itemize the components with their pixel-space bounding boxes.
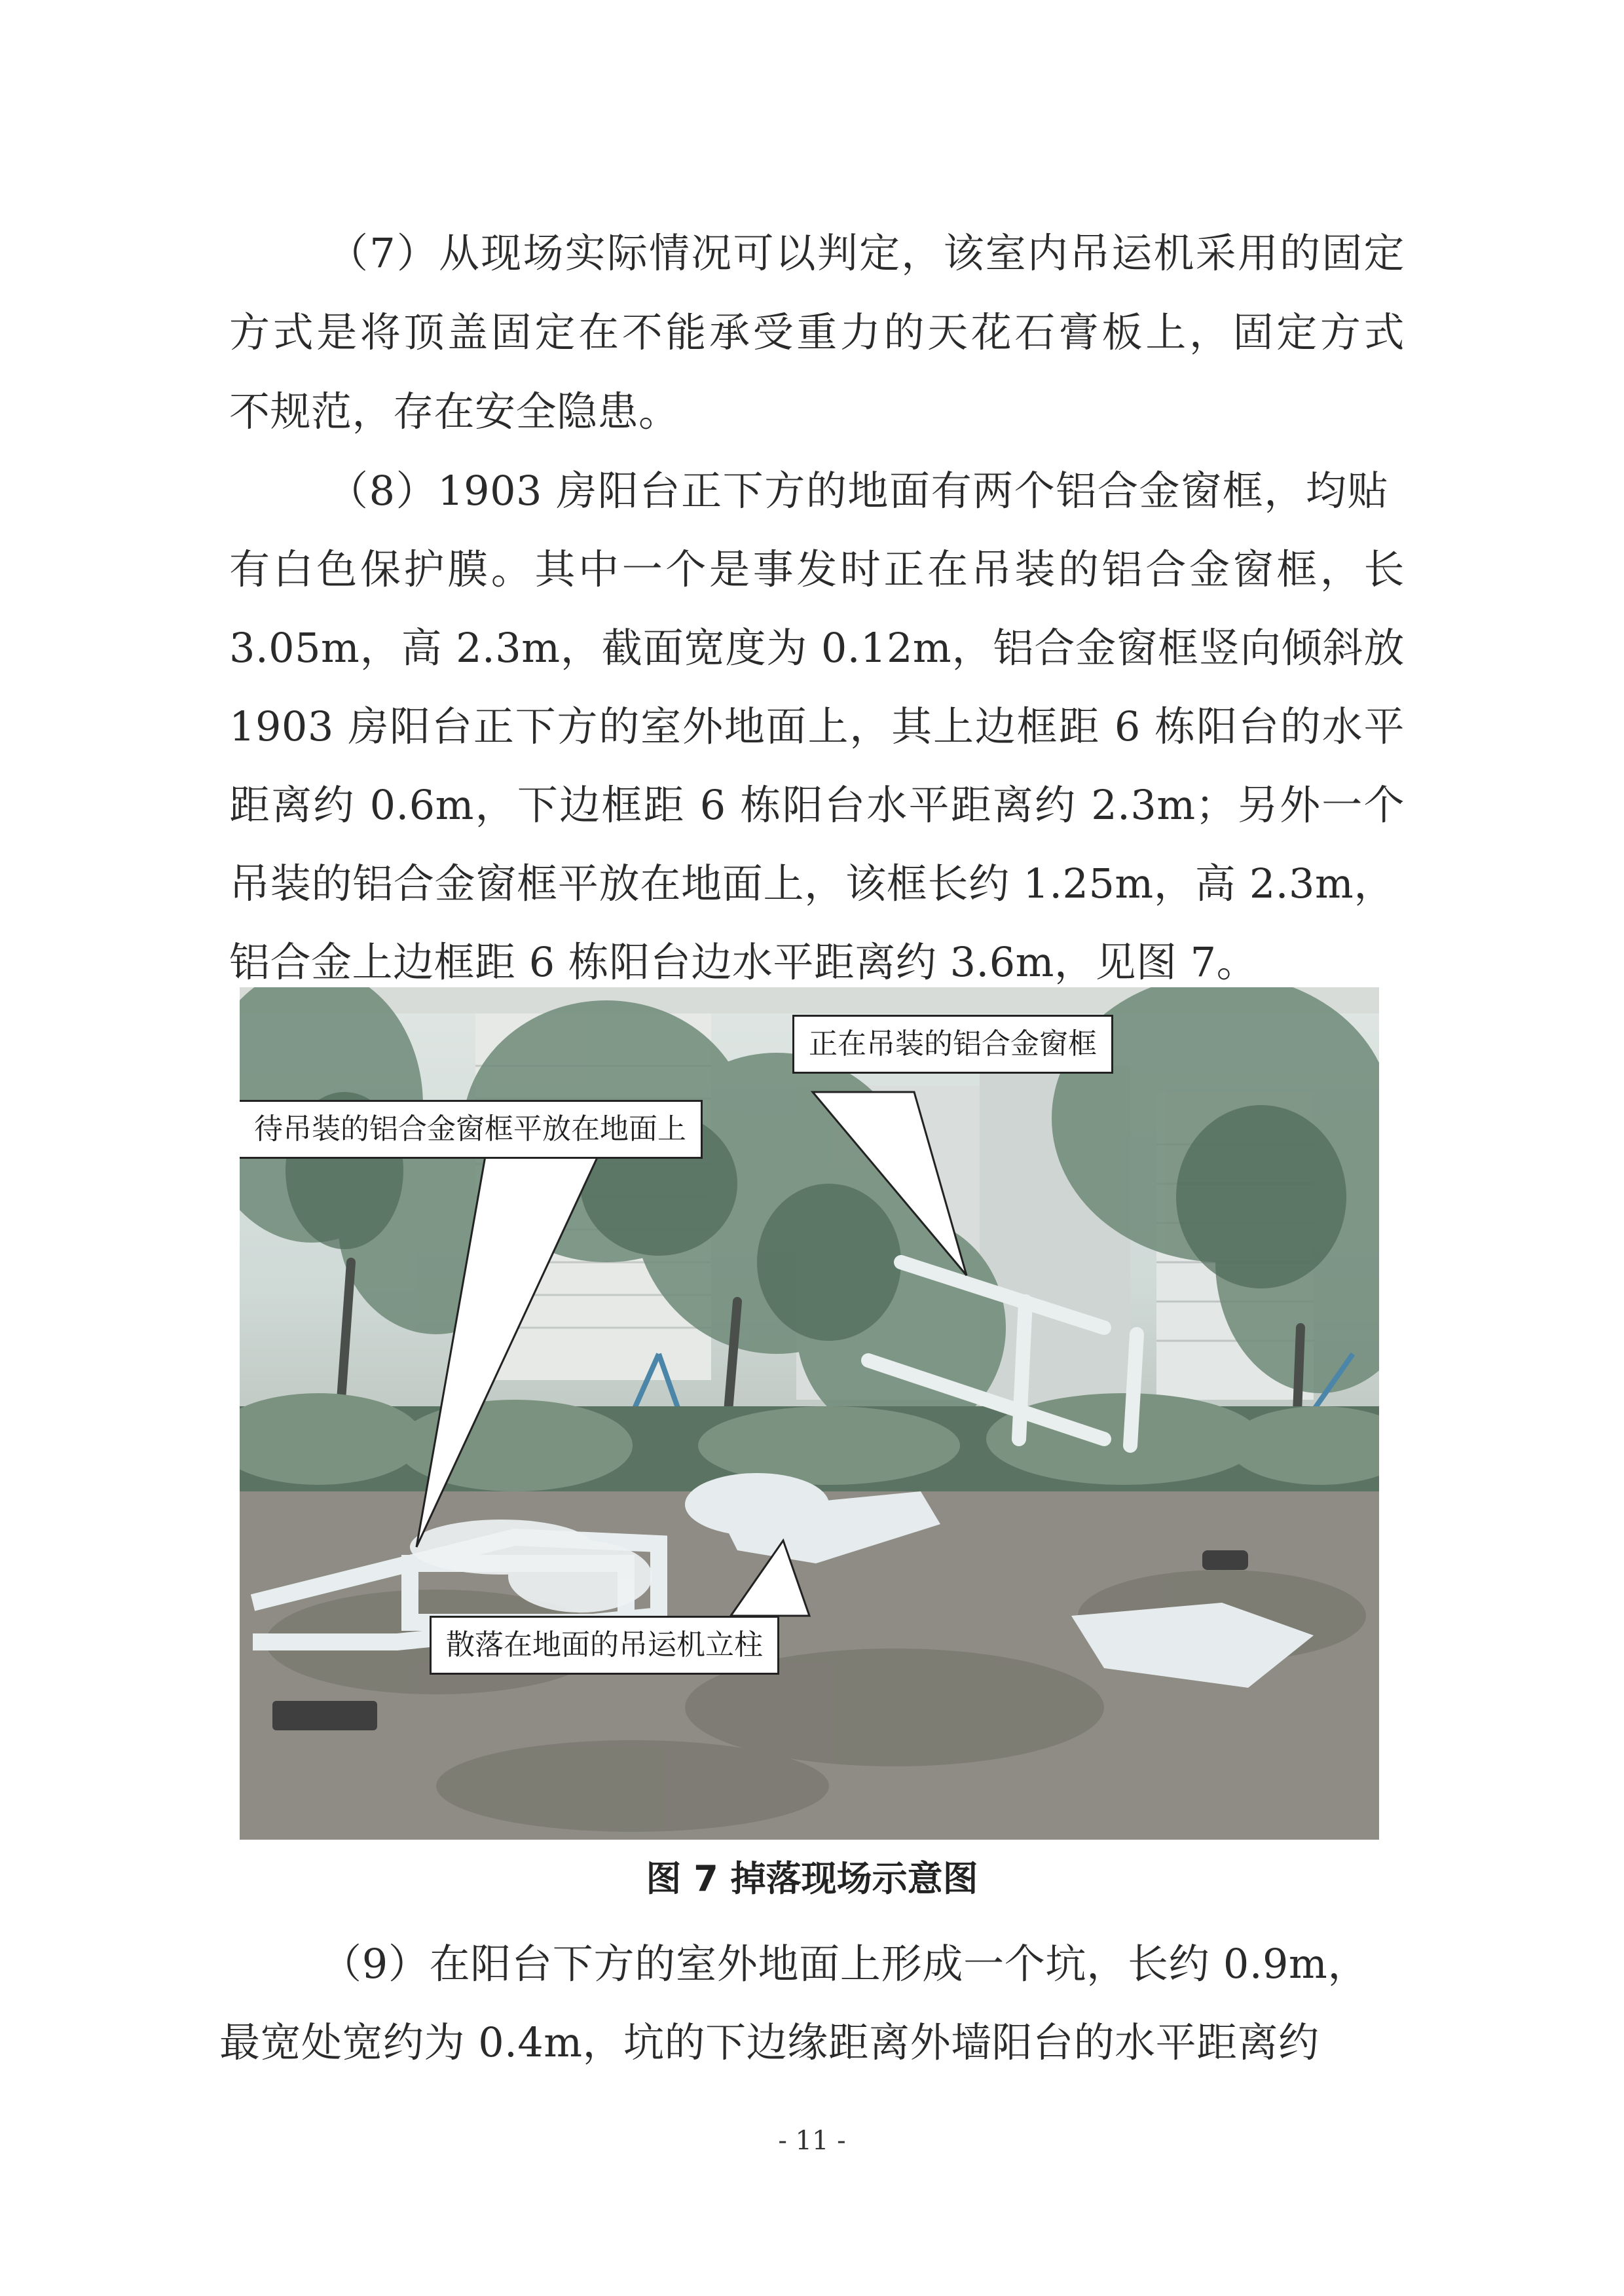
paragraph-8-line-4: 1903 房阳台正下方的室外地面上，其上边框距 6 栋阳台的水平	[229, 702, 1405, 750]
callout-hoisting-frame: 正在吊装的铝合金窗框	[792, 1015, 1113, 1074]
paragraph-9-line-1: （9）在阳台下方的室外地面上形成一个坑，长约 0.9m，	[321, 1940, 1369, 1988]
paragraph-7-line-3: 不规范，存在安全隐患。	[229, 388, 680, 435]
paragraph-8-line-7: 铝合金上边框距 6 栋阳台边水平距离约 3.6m，见图 7。	[229, 938, 1258, 986]
paragraph-7-line-1: （7）从现场实际情况可以判定，该室内吊运机采用的固定	[327, 229, 1405, 277]
figure-caption: 图 7 掉落现场示意图	[646, 1858, 978, 1899]
scene-photo	[240, 987, 1379, 1840]
paragraph-8-line-2: 有白色保护膜。其中一个是事发时正在吊装的铝合金窗框，长	[229, 545, 1405, 593]
paragraph-8-line-5: 距离约 0.6m，下边框距 6 栋阳台水平距离约 2.3m；另外一个	[229, 781, 1405, 829]
paragraph-7-line-2: 方式是将顶盖固定在不能承受重力的天花石膏板上，固定方式	[229, 308, 1405, 356]
paragraph-8-line-1: （8）1903 房阳台正下方的地面有两个铝合金窗框，均贴	[327, 467, 1388, 515]
paragraph-9-line-2: 最宽处宽约为 0.4m，坑的下边缘距离外墙阳台的水平距离约	[219, 2018, 1320, 2066]
paragraph-8-line-3: 3.05m，高 2.3m，截面宽度为 0.12m，铝合金窗框竖向倾斜放	[229, 624, 1405, 672]
callout-scattered-column: 散落在地面的吊运机立柱	[430, 1616, 779, 1675]
paragraph-8-line-6: 吊装的铝合金窗框平放在地面上，该框长约 1.25m，高 2.3m，	[229, 860, 1395, 907]
callout-flat-frame: 待吊装的铝合金窗框平放在地面上	[240, 1100, 703, 1159]
page-number: - 11 -	[778, 2126, 846, 2156]
